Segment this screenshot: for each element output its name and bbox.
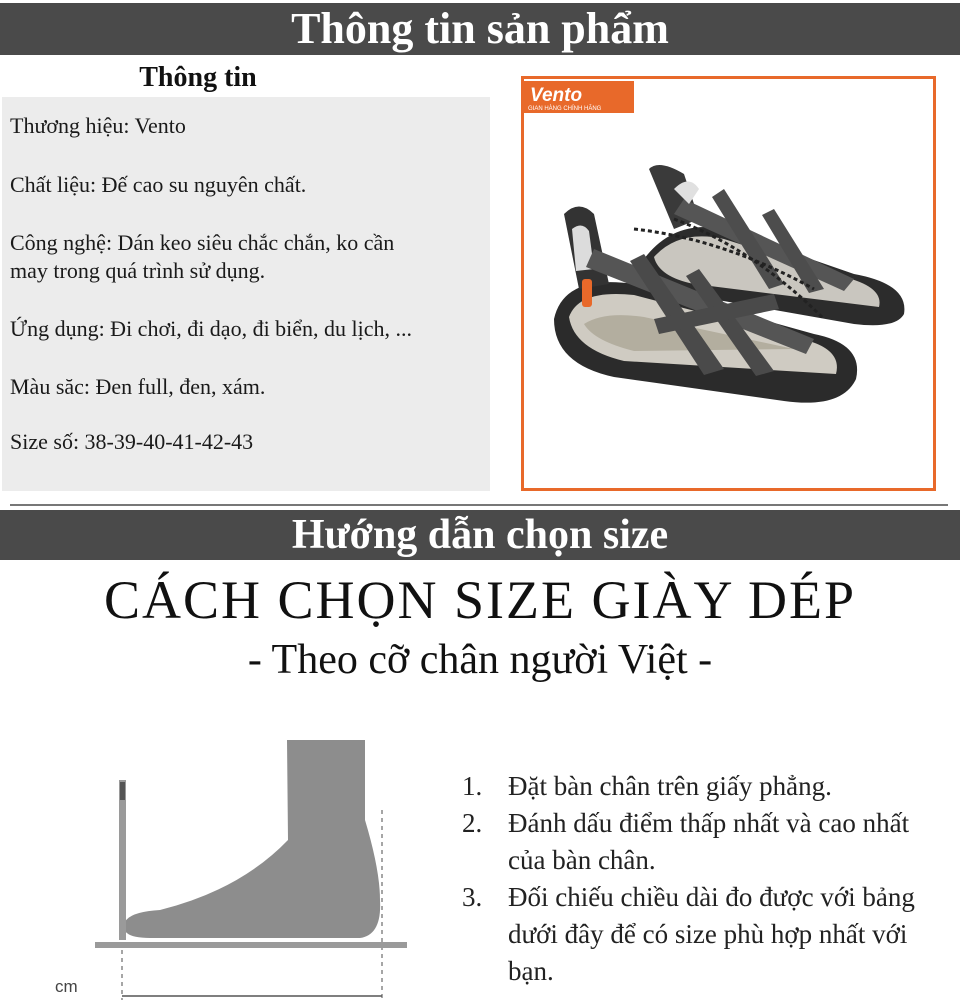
step-number: 2. <box>462 808 483 838</box>
step-item <box>462 768 932 805</box>
ruler-pencil <box>119 780 126 940</box>
vento-logo <box>524 81 634 113</box>
guide-subtitle: - Theo cỡ chân người Việt - <box>247 637 713 683</box>
technology-line-cont: may trong quá trình sử dụng. <box>10 258 266 283</box>
brand-line: Thương hiệu: Vento <box>10 113 186 138</box>
technology-line: Công nghệ: Dán keo siêu chắc chắn, ko cần <box>10 230 395 255</box>
orange-tab <box>582 279 592 307</box>
foot-measure-diagram <box>40 720 420 1000</box>
info-panel <box>2 97 490 491</box>
logo-text: Vento <box>530 85 583 106</box>
color-line: Màu săc: Đen full, đen, xám. <box>10 374 266 399</box>
step-text: Đặt bàn chân trên giấy phẳng. <box>508 771 832 801</box>
product-info-banner: Thông tin sản phẩm <box>0 3 960 55</box>
size-steps <box>462 768 932 990</box>
product-image <box>521 76 936 491</box>
guide-title: CÁCH CHỌN SIZE GIÀY DÉP <box>103 570 856 630</box>
step-item <box>462 805 932 879</box>
foot-silhouette <box>124 740 380 938</box>
floor-line <box>95 942 407 948</box>
material-line: Chất liệu: Đế cao su nguyên chất. <box>10 172 307 197</box>
unit-label: cm <box>55 977 78 996</box>
step-item <box>462 879 932 990</box>
usage-line: Ứng dụng: Đi chơi, đi dạo, đi biển, du lịch, ... <box>10 316 413 341</box>
step-text: Đánh dấu điểm thấp nhất và cao nhất của bàn chân. <box>508 808 910 875</box>
info-heading: Thông tin <box>139 62 257 93</box>
section-divider <box>10 504 948 506</box>
step-number: 3. <box>462 882 483 912</box>
sandal-illustration <box>524 79 933 488</box>
step-number: 1. <box>462 771 483 801</box>
size-guide-banner: Hướng dẫn chọn size <box>0 510 960 560</box>
logo-subtext: GIAN HÀNG CHÍNH HÃNG <box>528 106 602 112</box>
step-text: Đối chiếu chiều dài đo được với bảng dưới đây để có size phù hợp nhất với bạn. <box>508 882 915 986</box>
size-line: Size số: 38-39-40-41-42-43 <box>10 429 254 454</box>
